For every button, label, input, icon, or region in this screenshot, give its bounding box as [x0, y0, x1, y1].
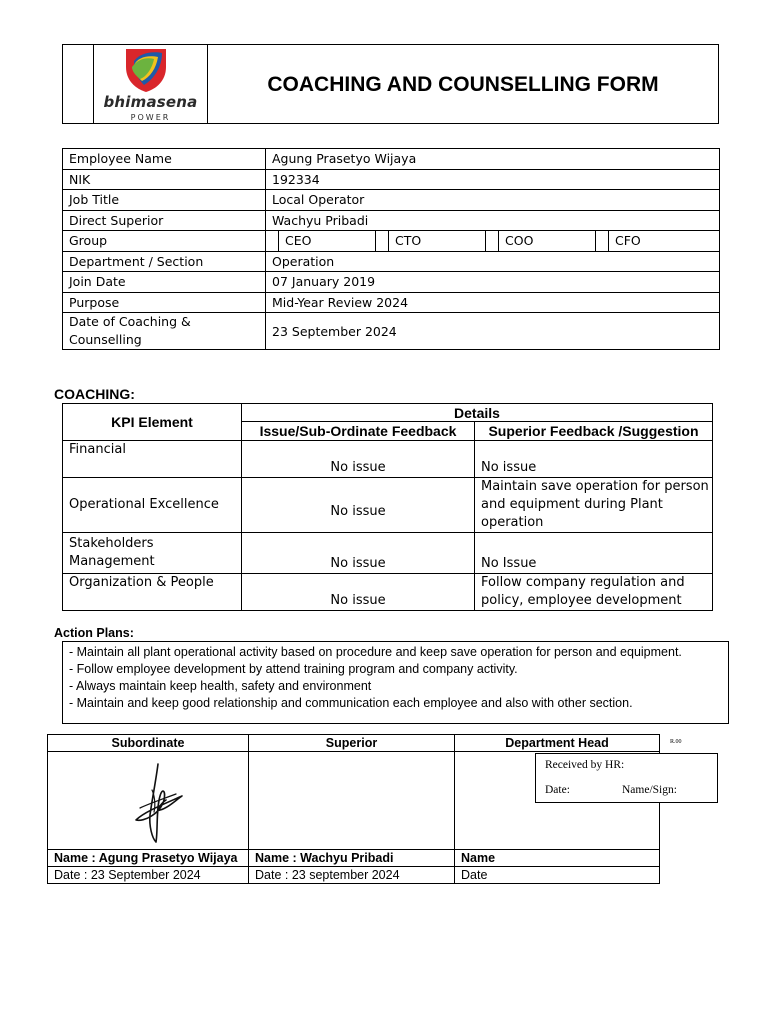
superior-header: Superior	[249, 735, 455, 752]
kpi-element-cell: Financial	[63, 441, 242, 478]
employee-name-label: Employee Name	[63, 149, 266, 170]
action-plans-box[interactable]	[62, 641, 729, 724]
coaching-heading: COACHING:	[54, 386, 135, 402]
department-head-date: Date	[455, 867, 660, 884]
table-row	[63, 574, 713, 611]
group-option-ceo: CEO	[279, 231, 376, 252]
group-checkbox-ceo[interactable]	[266, 231, 279, 252]
table-row	[63, 190, 720, 211]
table-row	[63, 169, 720, 190]
action-plan-item: - Maintain all plant operational activity based on procedure and keep save operation for person and equipment.	[69, 645, 682, 659]
table-row	[63, 272, 720, 293]
handwritten-signature-icon	[130, 760, 190, 846]
group-option-cfo: CFO	[609, 231, 720, 252]
superior-feedback-cell[interactable]: No issue	[475, 441, 713, 478]
hr-received-box[interactable]	[535, 753, 718, 803]
table-row	[63, 292, 720, 313]
join-date-label: Join Date	[63, 272, 266, 293]
form-header	[62, 44, 719, 124]
direct-superior-label: Direct Superior	[63, 210, 266, 231]
table-row	[63, 441, 713, 478]
action-plan-item: - Follow employee development by attend training program and company activity.	[69, 662, 518, 676]
issue-cell[interactable]: No issue	[242, 478, 475, 533]
table-row	[63, 313, 720, 350]
coaching-date-label: Date of Coaching & Counselling	[63, 313, 266, 350]
nik-value[interactable]: 192334	[266, 169, 720, 190]
kpi-element-cell: Organization & People	[63, 574, 242, 611]
job-title-value[interactable]: Local Operator	[266, 190, 720, 211]
department-head-header: Department Head	[455, 735, 660, 752]
group-option-cto: CTO	[389, 231, 486, 252]
table-row	[48, 867, 660, 884]
join-date-value[interactable]: 07 January 2019	[266, 272, 720, 293]
purpose-value[interactable]: Mid-Year Review 2024	[266, 292, 720, 313]
logo-wordmark: bhimasena	[103, 93, 198, 111]
coaching-table	[62, 403, 713, 611]
superior-signature-area[interactable]	[249, 752, 455, 850]
table-row	[63, 149, 720, 170]
coaching-date-value[interactable]: 23 September 2024	[266, 313, 720, 350]
superior-feedback-cell[interactable]: Follow company regulation and policy, employee development	[475, 574, 713, 611]
subordinate-name: Name : Agung Prasetyo Wijaya	[48, 850, 249, 867]
nik-label: NIK	[63, 169, 266, 190]
details-header: Details	[242, 404, 713, 422]
department-label: Department / Section	[63, 251, 266, 272]
table-row	[63, 231, 720, 252]
table-row	[63, 251, 720, 272]
action-plan-item: - Always maintain keep health, safety and environment	[69, 679, 372, 693]
group-label: Group	[63, 231, 266, 252]
issue-cell[interactable]: No issue	[242, 574, 475, 611]
job-title-label: Job Title	[63, 190, 266, 211]
issue-cell[interactable]: No issue	[242, 441, 475, 478]
table-row	[63, 210, 720, 231]
group-checkbox-coo[interactable]	[486, 231, 499, 252]
form-code: R.00	[670, 739, 682, 745]
kpi-element-cell: Operational Excellence	[63, 478, 242, 533]
group-checkbox-cto[interactable]	[376, 231, 389, 252]
subordinate-header: Subordinate	[48, 735, 249, 752]
group-checkbox-cfo[interactable]	[596, 231, 609, 252]
department-head-name: Name	[455, 850, 660, 867]
issue-feedback-header: Issue/Sub-Ordinate Feedback	[242, 422, 475, 441]
superior-feedback-header: Superior Feedback /Suggestion	[475, 422, 713, 441]
employee-name-value[interactable]: Agung Prasetyo Wijaya	[266, 149, 720, 170]
kpi-element-header: KPI Element	[63, 404, 242, 441]
subordinate-date: Date : 23 September 2024	[48, 867, 249, 884]
logo-subtitle: POWER	[130, 113, 171, 122]
issue-cell[interactable]: No issue	[242, 533, 475, 574]
form-title: COACHING AND COUNSELLING FORM	[267, 73, 659, 96]
table-row	[48, 850, 660, 867]
superior-feedback-cell[interactable]: Maintain save operation for person and equipment during Plant operation	[475, 478, 713, 533]
employee-info-table	[62, 148, 720, 350]
subordinate-signature-area[interactable]	[48, 752, 249, 850]
direct-superior-value[interactable]: Wachyu Pribadi	[266, 210, 720, 231]
hr-received-label: Received by HR:	[545, 759, 625, 771]
table-row	[63, 478, 713, 533]
superior-date: Date : 23 september 2024	[249, 867, 455, 884]
table-header-row	[48, 735, 660, 752]
department-value[interactable]: Operation	[266, 251, 720, 272]
group-option-coo: COO	[499, 231, 596, 252]
shield-logo-icon	[122, 47, 170, 93]
table-row	[63, 533, 713, 574]
action-plan-item: - Maintain and keep good relationship and communication each employee and also with other section.	[69, 696, 633, 710]
hr-name-sign-label: Name/Sign:	[622, 784, 677, 796]
purpose-label: Purpose	[63, 292, 266, 313]
action-plans-heading: Action Plans:	[54, 626, 134, 640]
kpi-element-cell: Stakeholders Management	[63, 533, 242, 574]
hr-date-label: Date:	[545, 784, 570, 796]
superior-name: Name : Wachyu Pribadi	[249, 850, 455, 867]
table-header-row	[63, 404, 713, 422]
logo-container	[93, 45, 208, 124]
superior-feedback-cell[interactable]: No Issue	[475, 533, 713, 574]
